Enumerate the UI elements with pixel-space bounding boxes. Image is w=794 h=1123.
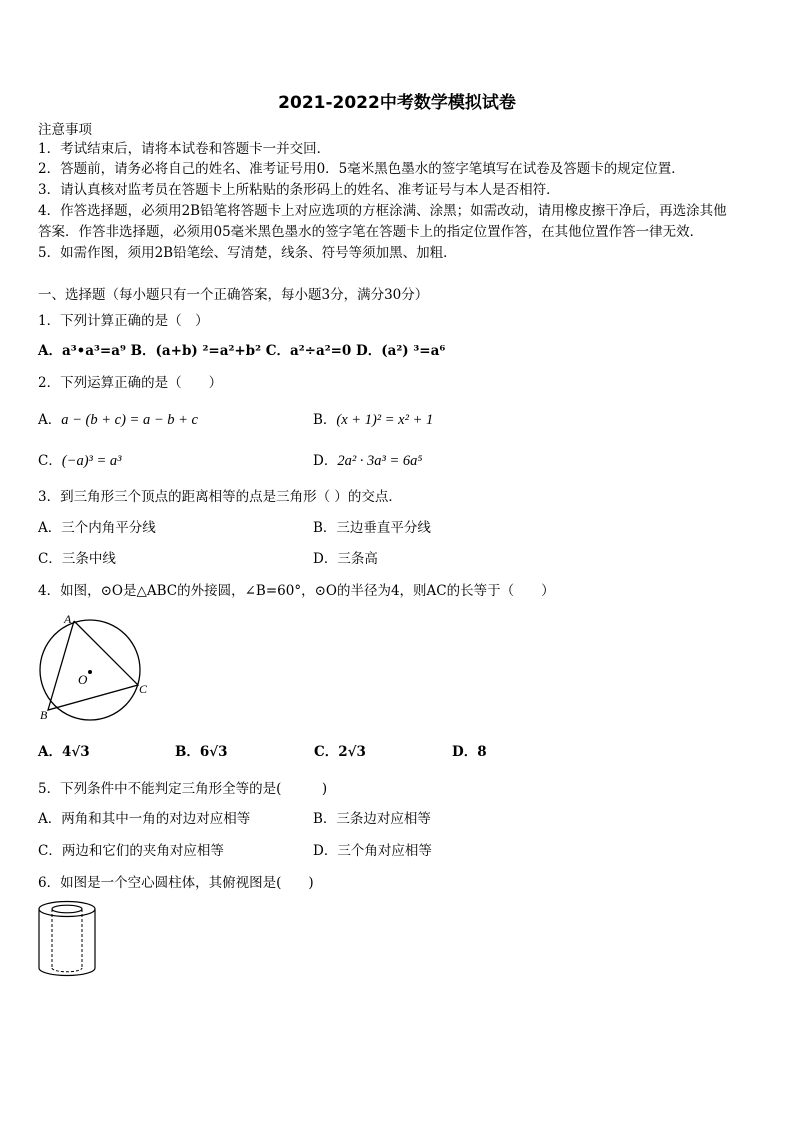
question-4-option-b: B．6√3 [175,744,228,760]
question-1-options: A．a³•a³=a⁹ B．(a+b) ²=a²+b² C．a²÷a²=0 D．(a²) ³=a⁶ [38,343,446,359]
question-5-option-b: B．三条边对应相等 [313,811,431,827]
question-3-option-b: B．三边垂直平分线 [313,520,431,536]
label-c: C [139,682,148,696]
question-5-option-c: C．两边和它们的夹角对应相等 [38,843,224,859]
label-a: A [64,612,72,626]
question-2-option-d [313,452,422,470]
question-3-stem: 3．到三角形三个顶点的距离相等的点是三角形（ ）的交点． [38,489,402,505]
option-a-label: A． [38,412,62,428]
label-o: O [78,672,88,687]
question-5-option-a: A．两角和其中一角的对边对应相等 [38,811,251,827]
outer-top-ellipse [39,902,95,917]
question-3-option-d: D．三条高 [313,551,378,567]
notice-item-2: 2．答题前，请务必将自己的姓名、准考证号用0．5毫米黑色墨水的签字笔填写在试卷及答题卡的规定位置． [38,161,685,177]
option-b-label: B． [313,412,337,428]
question-3-option-a: A．三个内角平分线 [38,520,156,536]
notice-item-4: 4．作答选择题，必须用2B铅笔将答题卡上对应选项的方框涂满、涂黑；如需改动，请用橡皮擦干净后，再选涂其他 [38,203,727,219]
option-c-label: C． [38,453,62,469]
inner-top-ellipse [52,905,82,913]
option-c-formula: (−a)³ = a³ [61,453,122,469]
question-4-option-d: D．8 [452,744,487,760]
question-3-option-c: C．三条中线 [38,551,116,567]
option-a-formula: a − (b + c) = a − b + c [61,412,198,428]
section-heading: 一、选择题（每小题只有一个正确答案，每小题3分，满分30分） [38,287,429,303]
question-5-stem: 5．下列条件中不能判定三角形全等的是( ) [38,781,328,797]
option-d-label: D． [313,453,338,469]
notice-item-4-cont: 答案．作答非选择题，必须用05毫米黑色墨水的签字笔在答题卡上的指定位置作答，在其他位置作答一律无效． [38,224,704,240]
question-2-option-c [38,452,122,470]
question-6-stem: 6．如图是一个空心圆柱体，其俯视图是( ) [38,875,314,891]
notice-item-5: 5．如需作图，须用2B铅笔绘、写清楚，线条、符号等须加黑、加粗． [38,245,457,261]
question-4-option-c: C．2√3 [314,744,366,760]
question-1-stem: 1．下列计算正确的是（ ） [38,313,209,329]
circle-triangle-figure [30,612,155,722]
hollow-cylinder-figure [32,898,102,980]
inner-bottom-hidden-arc [52,968,82,972]
question-2-stem: 2．下列运算正确的是（ ） [38,375,223,391]
center-point [88,670,92,674]
notice-item-3: 3．请认真核对监考员在答题卡上所粘贴的条形码上的姓名、准考证号与本人是否相符． [38,182,560,198]
question-5-option-d: D．三个角对应相等 [313,843,432,859]
question-4-stem: 4．如图，⊙O是△ABC的外接圆，∠B=60°，⊙O的半径为4，则AC的长等于（ ） [38,583,555,599]
question-2-option-b [313,411,433,429]
notice-item-1: 1．考试结束后，请将本试卷和答题卡一并交回． [38,141,331,157]
label-b: B [40,708,48,722]
option-b-formula: (x + 1)² = x² + 1 [336,412,434,428]
option-d-formula: 2a² · 3a³ = 6a⁵ [337,453,423,469]
page-title: 2021-2022中考数学模拟试卷 [278,93,516,113]
question-4-option-a: A．4√3 [38,744,90,760]
question-2-option-a [38,411,198,429]
notice-heading: 注意事项 [38,122,92,138]
